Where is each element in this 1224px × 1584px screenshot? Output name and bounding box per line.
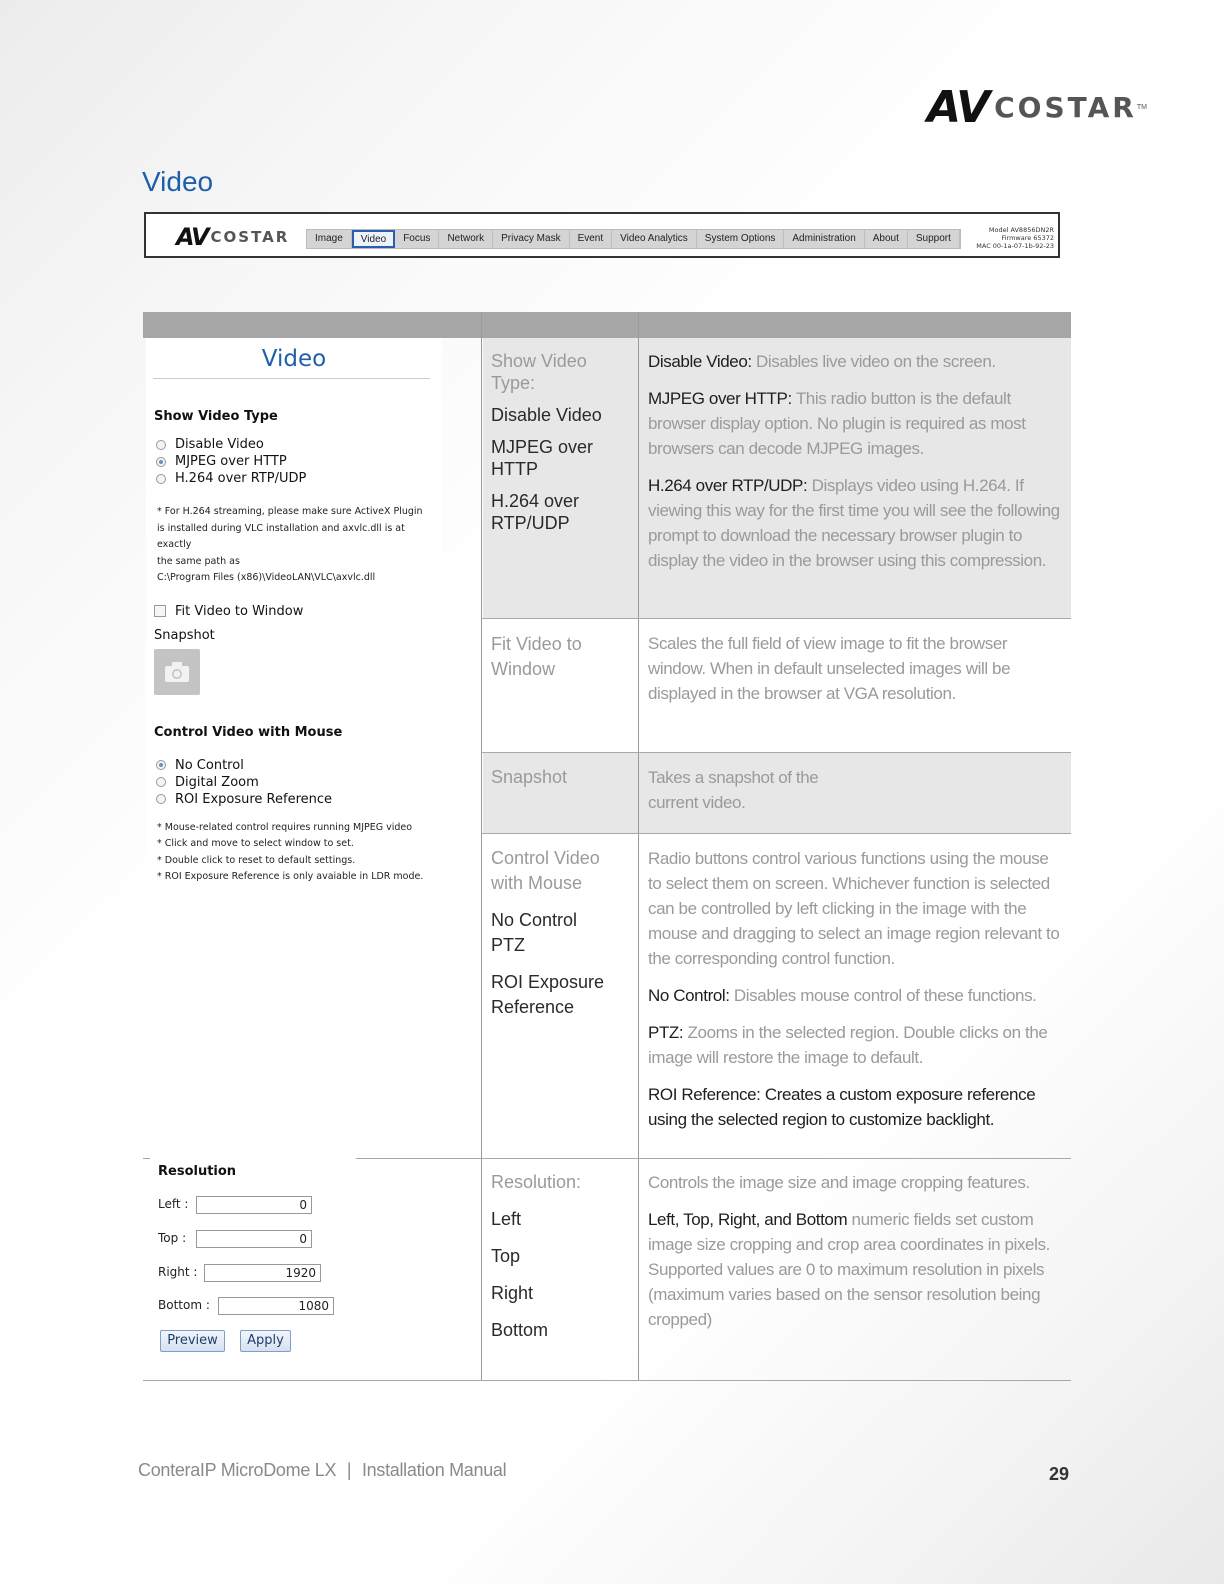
tab-video-analytics[interactable]: Video Analytics [612, 230, 697, 248]
bottom-input[interactable]: 1080 [218, 1297, 334, 1315]
row1-sub-item: Disable Video [491, 405, 602, 425]
preview-button[interactable]: Preview [160, 1330, 225, 1352]
radio-icon[interactable] [156, 777, 166, 787]
row3-description [648, 765, 848, 827]
nav-tabs [306, 229, 961, 249]
desc-text: This radio button is the default browser display option. No plugin is required as most browsers can decode MJPEG images. [648, 389, 1026, 458]
tab-support[interactable]: Support [908, 230, 960, 248]
row1-name-line: Show Video [491, 351, 587, 371]
row1-sub-item: RTP/UDP [491, 513, 570, 533]
desc-text: Radio buttons control various functions using the mouse to select them on screen. Whichever function is selected can be controlled by left clicking in the image with the mouse and dragging to select an image region relevant to the corresponding control function. [648, 849, 1060, 968]
tab-image[interactable]: Image [307, 230, 352, 248]
note-line: * Mouse-related control requires running MJPEG video [157, 821, 413, 833]
desc-text: Controls the image size and image cropping features. [648, 1173, 1030, 1192]
row-line-3 [481, 833, 1071, 834]
col-divider-2 [638, 312, 639, 1380]
tab-privacy-mask[interactable]: Privacy Mask [493, 230, 569, 248]
row4-name-line: with Mouse [491, 873, 583, 893]
note-line: is installed during VLC installation and axvlc.dll is at [157, 522, 405, 534]
mouse-control-notes [157, 820, 442, 886]
row1-sub-item: MJPEG over [491, 437, 594, 457]
row1-sub-item: H.264 over [491, 491, 580, 511]
row5-sub-item: Top [491, 1246, 521, 1266]
row4-sub-item: PTZ [491, 935, 525, 955]
term: Disable Video: [648, 352, 752, 371]
term: ROI Reference: [648, 1085, 761, 1104]
table-header [143, 312, 1071, 338]
row5-sub-item: Bottom [491, 1320, 549, 1340]
nav-logo-av: AV [176, 223, 208, 251]
snapshot-label-text: Snapshot [154, 627, 215, 643]
row3-name: Snapshot [491, 767, 568, 787]
note-line: the same path as [157, 555, 240, 567]
bottom-label: Bottom : [158, 1298, 210, 1312]
brand-logo [927, 82, 1147, 133]
footer-separator: | [346, 1460, 352, 1480]
tab-administration[interactable]: Administration [784, 230, 864, 248]
tab-video[interactable]: Video [352, 230, 395, 248]
device-mac: MAC 00-1a-07-1b-92-23 [976, 242, 1054, 250]
logo-tm: TM [1136, 104, 1147, 111]
note-line: exactly [157, 539, 192, 550]
h264-note [157, 504, 442, 587]
row-line-1 [481, 618, 1071, 619]
term: H.264 over RTP/UDP: [648, 476, 808, 495]
radio-label: MJPEG over HTTP [175, 454, 287, 469]
row-line-2 [481, 752, 1071, 753]
row4-name-line: Control Video [491, 848, 600, 868]
note-line: * Double click to reset to default settings. [157, 854, 356, 866]
radio-icon[interactable] [156, 440, 166, 450]
row4-sub-item: No Control [491, 910, 578, 930]
footer-manual: Installation Manual [361, 1460, 507, 1480]
control-video-options [156, 757, 442, 808]
radio-disable-video[interactable] [156, 436, 442, 453]
radio-label: Disable Video [175, 437, 264, 452]
desc-text: Displays video using H.264. If viewing this way for the first time you will see the following prompt to download the necessary browser plugin to display the video in the browser using this compression. [648, 476, 1060, 570]
nav-logo [176, 223, 289, 251]
desc-text: Takes a snapshot of the current video. [648, 768, 819, 812]
radio-icon[interactable] [156, 794, 166, 804]
radio-mjpeg-over-http[interactable] [156, 453, 442, 470]
desc-text: Zooms in the selected region. Double clicks on the image will restore the image to default. [648, 1023, 1048, 1067]
resolution-panel [150, 1158, 356, 1358]
footer-product: ConteraIP MicroDome LX [138, 1460, 337, 1480]
note-line: * ROI Exposure Reference is only avaiable in LDR mode. [157, 871, 424, 882]
device-model: Model AV8856DN2R [988, 226, 1054, 234]
tab-focus[interactable]: Focus [395, 230, 439, 248]
show-video-type-options [156, 436, 442, 487]
apply-button[interactable]: Apply [240, 1330, 291, 1352]
row4-sub-item: ROI Exposure [491, 972, 605, 992]
row1-name [491, 350, 631, 534]
radio-label: ROI Exposure Reference [175, 791, 333, 807]
row2-name [491, 632, 631, 682]
panel-title: Video [261, 346, 327, 372]
note-line: * For H.264 streaming, please make sure ActiveX Plugin [157, 506, 423, 517]
left-input[interactable]: 0 [196, 1196, 312, 1214]
left-label: Left : [158, 1197, 189, 1211]
nav-logo-costar: COSTAR [210, 228, 290, 246]
section-title: Video [142, 166, 214, 197]
radio-label: No Control [175, 757, 244, 773]
row1-description [648, 349, 1063, 585]
radio-label: Digital Zoom [175, 774, 259, 790]
row2-name-line: Fit Video to [491, 634, 582, 654]
radio-label: H.264 over RTP/UDP [175, 471, 307, 486]
snapshot-camera-button[interactable] [154, 649, 200, 695]
desc-text: Scales the full field of view image to fit the browser window. When in default unselected images will be displayed in the browser at VGA resolution. [648, 634, 1011, 703]
top-input[interactable]: 0 [196, 1230, 312, 1248]
logo-av: AV [927, 82, 989, 133]
camera-icon [164, 661, 190, 683]
desc-text: numeric fields set custom image size cropping and crop area coordinates in pixels. Supported values are 0 to maximum resolution in pixels (maximum varies based on the sensor resolution being cropped) [648, 1210, 1050, 1329]
tab-event[interactable]: Event [570, 230, 613, 248]
top-label: Top : [158, 1231, 187, 1245]
row1-sub-item: HTTP [491, 459, 538, 479]
note-line: * Click and move to select window to set. [157, 838, 354, 849]
desc-text: Disables mouse control of these functions. [729, 986, 1037, 1005]
term: Left, Top, Right, and Bottom [648, 1210, 848, 1229]
nav-screenshot [144, 212, 1060, 258]
radio-selected-icon[interactable] [156, 760, 166, 770]
row2-description [648, 631, 1060, 718]
radio-h264-over-rtp[interactable] [156, 470, 442, 487]
col-divider-1 [481, 312, 482, 1380]
resolution-heading: Resolution [158, 1164, 237, 1179]
row4-description [648, 846, 1066, 1144]
term: No Control: [648, 986, 730, 1005]
row5-description [648, 1170, 1063, 1344]
row5-name [491, 1171, 631, 1341]
radio-icon[interactable] [156, 474, 166, 484]
row-line-5 [143, 1380, 1071, 1381]
right-input[interactable]: 1920 [204, 1264, 321, 1282]
fit-video-label: Fit Video to Window [175, 603, 304, 619]
term: MJPEG over HTTP: [648, 389, 792, 408]
tab-system-options[interactable]: System Options [697, 230, 785, 248]
row4-sub-item: Reference [491, 997, 575, 1017]
radio-digital-zoom[interactable] [156, 774, 442, 791]
desc-text: Disables live video on the screen. [751, 352, 996, 371]
show-video-type-heading: Show Video Type [154, 409, 278, 424]
radio-no-control[interactable] [156, 757, 442, 774]
footer [138, 1460, 506, 1481]
row1-name-line: Type: [491, 373, 536, 393]
row5-name-line: Resolution: [491, 1172, 582, 1192]
term: PTZ: [648, 1023, 684, 1042]
panel-title-rule [153, 378, 430, 379]
right-label: Right : [158, 1265, 198, 1279]
row5-sub-item: Left [491, 1209, 522, 1229]
row2-name-line: Window [491, 659, 556, 679]
tab-about[interactable]: About [865, 230, 908, 248]
tab-network[interactable]: Network [439, 230, 493, 248]
note-line: C:\Program Files (x86)\VideoLAN\VLC\axvlc.dll [157, 572, 376, 583]
device-firmware: Firmware 65372 [1001, 234, 1054, 242]
device-info [976, 226, 1054, 250]
logo-costar: COSTAR [994, 91, 1137, 124]
desc-text: Creates a custom exposure reference using the selected region to customize backlight. [648, 1085, 1036, 1129]
radio-roi-exposure[interactable] [156, 791, 442, 808]
page-number: 29 [1049, 1464, 1070, 1484]
radio-selected-icon[interactable] [156, 457, 166, 467]
row5-sub-item: Right [491, 1283, 534, 1303]
checkbox-icon[interactable] [154, 605, 166, 617]
snapshot-label [154, 627, 442, 644]
video-settings-panel [146, 338, 442, 898]
control-video-heading: Control Video with Mouse [154, 724, 343, 740]
fit-video-checkbox[interactable] [154, 603, 442, 620]
row4-name [491, 846, 631, 1020]
